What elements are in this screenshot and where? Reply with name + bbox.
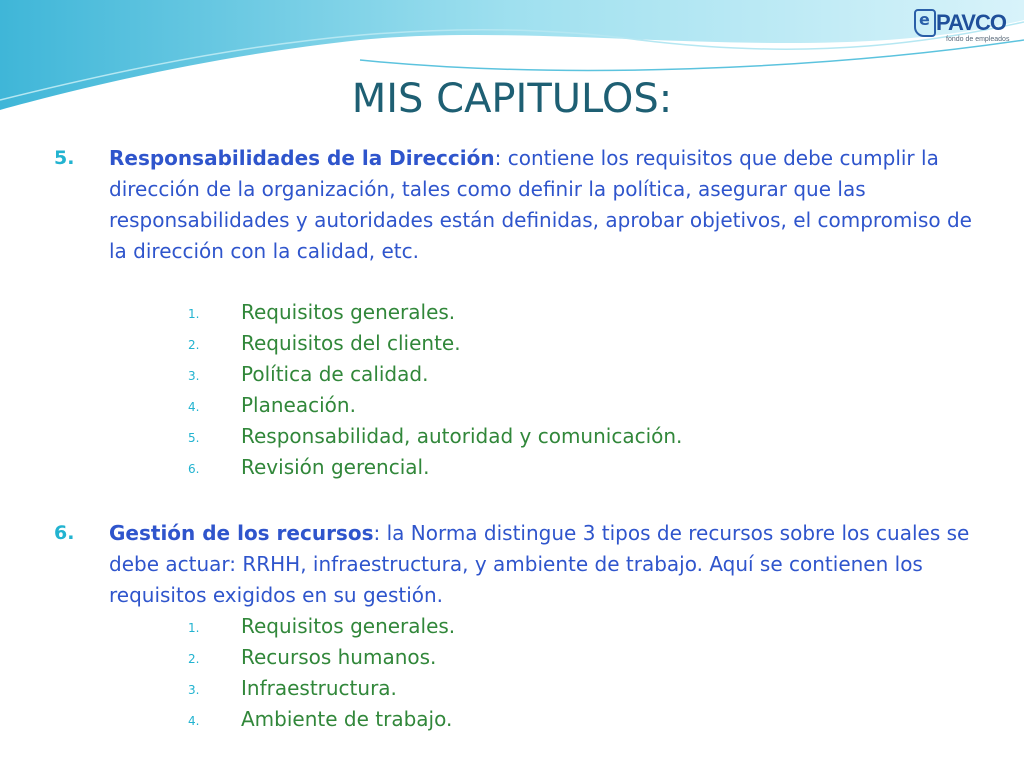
chapter-body: : la Norma distingue 3 tipos de recursos sobre los cuales se debe actuar: RRHH, infraestructura, y ambiente de trabajo. Aquí se contienen los requisitos exigidos en su gestión.: [109, 521, 970, 607]
chapter-body: : contiene los requisitos que debe cumplir la dirección de la organización, tales como definir la política, asegurar que las responsabilidades y autoridades están definidas, aprobar objetivos, el compromiso de la dirección con la calidad, etc.: [109, 146, 972, 263]
sub-item-label: Planeación.: [241, 393, 356, 417]
sub-item-label: Infraestructura.: [241, 676, 397, 700]
sub-item-number: 1.: [188, 621, 200, 635]
sub-item: [0, 673, 1024, 704]
logo-tagline: fondo de empleados: [946, 36, 1010, 43]
sub-item: [0, 452, 1024, 483]
sub-item-label: Revisión gerencial.: [241, 455, 430, 479]
sub-item-number: 1.: [188, 307, 200, 321]
logo-mark-letter: e: [919, 10, 930, 29]
chapter-description: [109, 143, 989, 267]
sub-item-number: 6.: [188, 462, 200, 476]
sub-item-number: 2.: [188, 338, 200, 352]
sub-item: [0, 611, 1024, 642]
chapter-heading: Gestión de los recursos: [109, 521, 374, 545]
chapter-description: [109, 518, 989, 611]
sub-item-label: Recursos humanos.: [241, 645, 437, 669]
pavco-logo: [914, 6, 1022, 46]
sub-item-number: 3.: [188, 683, 200, 697]
sub-item-number: 3.: [188, 369, 200, 383]
sub-item-label: Ambiente de trabajo.: [241, 707, 453, 731]
sub-item-label: Requisitos generales.: [241, 300, 456, 324]
sub-item-label: Responsabilidad, autoridad y comunicación.: [241, 424, 683, 448]
sub-item: [0, 359, 1024, 390]
sub-item-number: 4.: [188, 714, 200, 728]
logo-name: PAVCO: [936, 10, 1006, 35]
sub-item-number: 4.: [188, 400, 200, 414]
sub-item-label: Requisitos generales.: [241, 614, 456, 638]
sub-item-number: 2.: [188, 652, 200, 666]
sub-item-label: Política de calidad.: [241, 362, 429, 386]
sub-item: [0, 297, 1024, 328]
sub-item-number: 5.: [188, 431, 200, 445]
sub-item: [0, 642, 1024, 673]
slide-title: MIS CAPITULOS:: [351, 76, 673, 122]
chapter-number: 5.: [54, 147, 75, 169]
sub-item: [0, 390, 1024, 421]
sub-item: [0, 704, 1024, 735]
sub-item: [0, 328, 1024, 359]
chapter-number: 6.: [54, 522, 75, 544]
chapter-heading: Responsabilidades de la Dirección: [109, 146, 495, 170]
sub-item-label: Requisitos del cliente.: [241, 331, 461, 355]
sub-item: [0, 421, 1024, 452]
